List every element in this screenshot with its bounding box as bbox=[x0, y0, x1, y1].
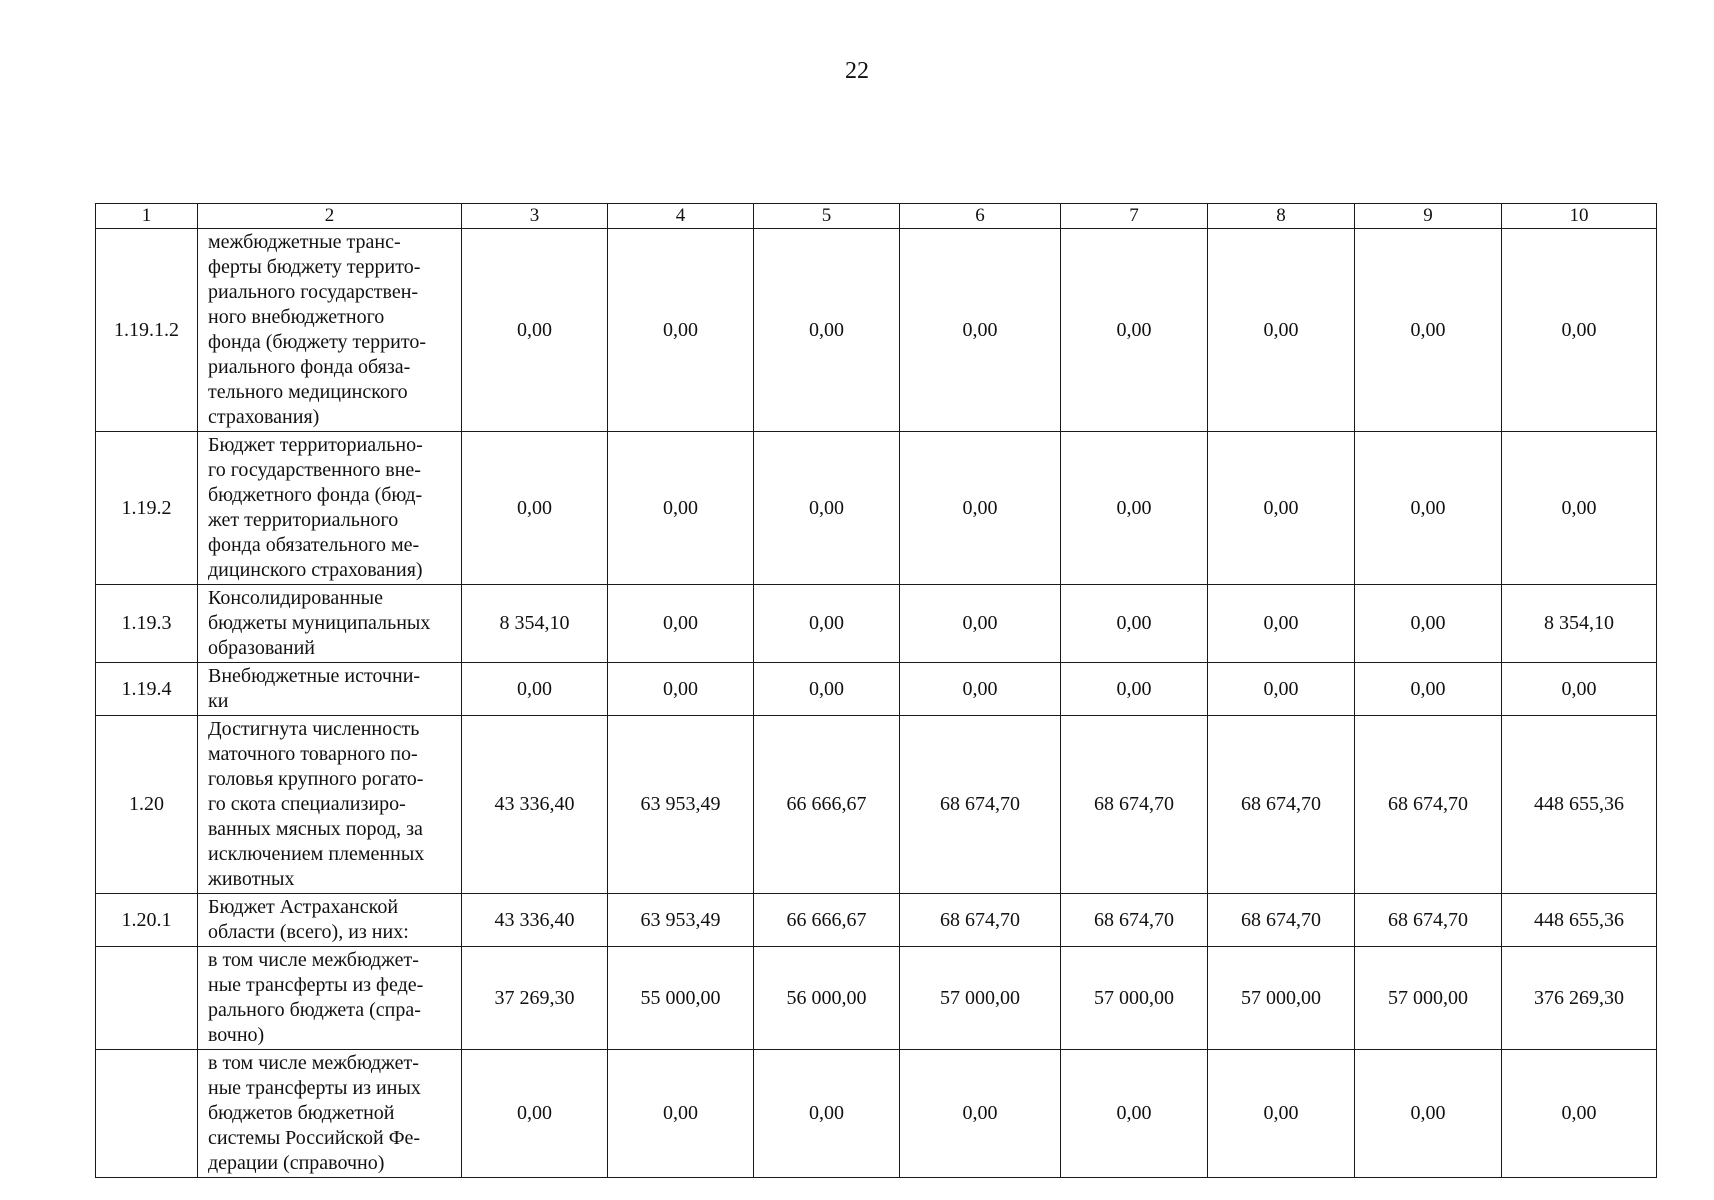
description-line: исключением племенных bbox=[208, 843, 425, 865]
value-cell: 0,00 bbox=[1355, 229, 1502, 432]
description-line: вочно) bbox=[208, 1024, 265, 1046]
value-cell: 63 953,49 bbox=[608, 716, 754, 894]
description-line: в том числе межбюджет- bbox=[208, 1052, 419, 1074]
column-number-row bbox=[96, 204, 1657, 229]
row-code-cell: 1.20 bbox=[96, 716, 198, 894]
value-cell: 0,00 bbox=[1061, 1050, 1208, 1178]
description-line: головья крупного рогато- bbox=[208, 768, 424, 790]
table-row bbox=[96, 229, 1657, 432]
table-body bbox=[96, 204, 1657, 1178]
column-number-header: 5 bbox=[754, 204, 900, 229]
value-cell: 0,00 bbox=[900, 229, 1061, 432]
value-cell: 0,00 bbox=[754, 585, 900, 663]
row-code-cell: 1.19.4 bbox=[96, 663, 198, 716]
description-line: ванных мясных пород, за bbox=[208, 818, 423, 840]
description-line: системы Российской Фе- bbox=[208, 1127, 421, 1149]
value-cell: 0,00 bbox=[462, 1050, 608, 1178]
value-cell: 448 655,36 bbox=[1502, 716, 1657, 894]
value-cell: 0,00 bbox=[462, 229, 608, 432]
description-line: страхования) bbox=[208, 406, 320, 428]
value-cell: 0,00 bbox=[1208, 663, 1355, 716]
row-description-cell bbox=[198, 432, 462, 585]
row-description-cell bbox=[198, 894, 462, 947]
value-cell: 8 354,10 bbox=[1502, 585, 1657, 663]
value-cell: 43 336,40 bbox=[462, 894, 608, 947]
value-cell: 66 666,67 bbox=[754, 716, 900, 894]
column-number-header: 4 bbox=[608, 204, 754, 229]
value-cell: 57 000,00 bbox=[1208, 947, 1355, 1050]
table-row bbox=[96, 1050, 1657, 1178]
column-number-header: 9 bbox=[1355, 204, 1502, 229]
description-line: ферты бюджету террито- bbox=[208, 256, 421, 278]
row-description-cell bbox=[198, 229, 462, 432]
value-cell: 0,00 bbox=[1502, 1050, 1657, 1178]
description-line: Бюджет Астраханской bbox=[208, 896, 399, 918]
value-cell: 0,00 bbox=[754, 432, 900, 585]
row-description-cell bbox=[198, 1050, 462, 1178]
value-cell: 0,00 bbox=[900, 432, 1061, 585]
table-row bbox=[96, 585, 1657, 663]
description-line: риального государствен- bbox=[208, 281, 419, 303]
description-line: Внебюджетные источни- bbox=[208, 665, 421, 687]
page-number: 22 bbox=[845, 58, 869, 84]
value-cell: 0,00 bbox=[608, 229, 754, 432]
description-line: фонда (бюджету террито- bbox=[208, 331, 427, 353]
column-number-header: 2 bbox=[198, 204, 462, 229]
value-cell: 68 674,70 bbox=[1208, 894, 1355, 947]
value-cell: 55 000,00 bbox=[608, 947, 754, 1050]
value-cell: 0,00 bbox=[1502, 432, 1657, 585]
description-line: бюджетного фонда (бюд- bbox=[208, 484, 423, 506]
description-line: фонда обязательного ме- bbox=[208, 534, 420, 556]
value-cell: 0,00 bbox=[1208, 1050, 1355, 1178]
description-line: дерации (справочно) bbox=[208, 1152, 385, 1174]
column-number-header: 6 bbox=[900, 204, 1061, 229]
value-cell: 0,00 bbox=[1061, 663, 1208, 716]
value-cell: 68 674,70 bbox=[1355, 716, 1502, 894]
value-cell: 68 674,70 bbox=[900, 894, 1061, 947]
value-cell: 0,00 bbox=[1502, 663, 1657, 716]
value-cell: 0,00 bbox=[1355, 432, 1502, 585]
row-code-cell: 1.19.2 bbox=[96, 432, 198, 585]
value-cell: 0,00 bbox=[1061, 432, 1208, 585]
row-code-cell: 1.19.3 bbox=[96, 585, 198, 663]
value-cell: 0,00 bbox=[900, 1050, 1061, 1178]
value-cell: 0,00 bbox=[754, 1050, 900, 1178]
column-number-header: 7 bbox=[1061, 204, 1208, 229]
description-line: Достигнута численность bbox=[208, 718, 420, 740]
value-cell: 68 674,70 bbox=[1208, 716, 1355, 894]
value-cell: 66 666,67 bbox=[754, 894, 900, 947]
value-cell: 448 655,36 bbox=[1502, 894, 1657, 947]
value-cell: 0,00 bbox=[608, 585, 754, 663]
value-cell: 0,00 bbox=[754, 229, 900, 432]
value-cell: 68 674,70 bbox=[1061, 716, 1208, 894]
row-code-cell: 1.19.1.2 bbox=[96, 229, 198, 432]
column-number-header: 10 bbox=[1502, 204, 1657, 229]
value-cell: 0,00 bbox=[608, 663, 754, 716]
value-cell: 0,00 bbox=[754, 663, 900, 716]
table-row bbox=[96, 894, 1657, 947]
description-line: маточного товарного по- bbox=[208, 743, 418, 765]
description-line: бюджеты муниципальных bbox=[208, 612, 431, 634]
description-line: ки bbox=[208, 690, 229, 712]
description-line: жет территориального bbox=[208, 509, 399, 531]
value-cell: 0,00 bbox=[1208, 432, 1355, 585]
value-cell: 0,00 bbox=[1061, 229, 1208, 432]
row-description-cell bbox=[198, 663, 462, 716]
value-cell: 0,00 bbox=[608, 1050, 754, 1178]
value-cell: 0,00 bbox=[1502, 229, 1657, 432]
description-line: бюджетов бюджетной bbox=[208, 1102, 395, 1124]
value-cell: 0,00 bbox=[900, 585, 1061, 663]
description-line: в том числе межбюджет- bbox=[208, 949, 419, 971]
value-cell: 0,00 bbox=[900, 663, 1061, 716]
row-code-cell: 1.20.1 bbox=[96, 894, 198, 947]
description-line: ные трансферты из феде- bbox=[208, 974, 424, 996]
description-line: го скота специализиро- bbox=[208, 793, 406, 815]
row-description-cell bbox=[198, 716, 462, 894]
column-number-header: 8 bbox=[1208, 204, 1355, 229]
description-line: Консолидированные bbox=[208, 587, 383, 609]
value-cell: 68 674,70 bbox=[900, 716, 1061, 894]
table-row bbox=[96, 947, 1657, 1050]
value-cell: 376 269,30 bbox=[1502, 947, 1657, 1050]
value-cell: 0,00 bbox=[608, 432, 754, 585]
description-line: межбюджетные транс- bbox=[208, 231, 401, 253]
description-line: дицинского страхования) bbox=[208, 559, 423, 581]
value-cell: 0,00 bbox=[462, 663, 608, 716]
value-cell: 0,00 bbox=[1061, 585, 1208, 663]
value-cell: 0,00 bbox=[1355, 1050, 1502, 1178]
value-cell: 37 269,30 bbox=[462, 947, 608, 1050]
description-line: рального бюджета (спра- bbox=[208, 999, 421, 1021]
row-description-cell bbox=[198, 947, 462, 1050]
table-row bbox=[96, 663, 1657, 716]
description-line: области (всего), из них: bbox=[208, 921, 409, 943]
row-code-cell bbox=[96, 1050, 198, 1178]
description-line: ного внебюджетного bbox=[208, 306, 385, 328]
value-cell: 8 354,10 bbox=[462, 585, 608, 663]
row-code-cell bbox=[96, 947, 198, 1050]
description-line: го государственного вне- bbox=[208, 459, 421, 481]
value-cell: 0,00 bbox=[462, 432, 608, 585]
description-line: образований bbox=[208, 637, 316, 659]
value-cell: 57 000,00 bbox=[900, 947, 1061, 1050]
description-line: животных bbox=[208, 868, 295, 890]
value-cell: 0,00 bbox=[1355, 585, 1502, 663]
column-number-header: 1 bbox=[96, 204, 198, 229]
description-line: тельного медицинского bbox=[208, 381, 408, 403]
description-line: ные трансферты из иных bbox=[208, 1077, 421, 1099]
description-line: Бюджет территориально- bbox=[208, 434, 423, 456]
table-row bbox=[96, 716, 1657, 894]
value-cell: 57 000,00 bbox=[1355, 947, 1502, 1050]
value-cell: 63 953,49 bbox=[608, 894, 754, 947]
column-number-header: 3 bbox=[462, 204, 608, 229]
table-row bbox=[96, 432, 1657, 585]
value-cell: 43 336,40 bbox=[462, 716, 608, 894]
value-cell: 68 674,70 bbox=[1355, 894, 1502, 947]
budget-table bbox=[95, 203, 1657, 1178]
value-cell: 68 674,70 bbox=[1061, 894, 1208, 947]
description-line: риального фонда обяза- bbox=[208, 356, 411, 378]
value-cell: 0,00 bbox=[1355, 663, 1502, 716]
value-cell: 56 000,00 bbox=[754, 947, 900, 1050]
row-description-cell bbox=[198, 585, 462, 663]
value-cell: 57 000,00 bbox=[1061, 947, 1208, 1050]
value-cell: 0,00 bbox=[1208, 585, 1355, 663]
value-cell: 0,00 bbox=[1208, 229, 1355, 432]
